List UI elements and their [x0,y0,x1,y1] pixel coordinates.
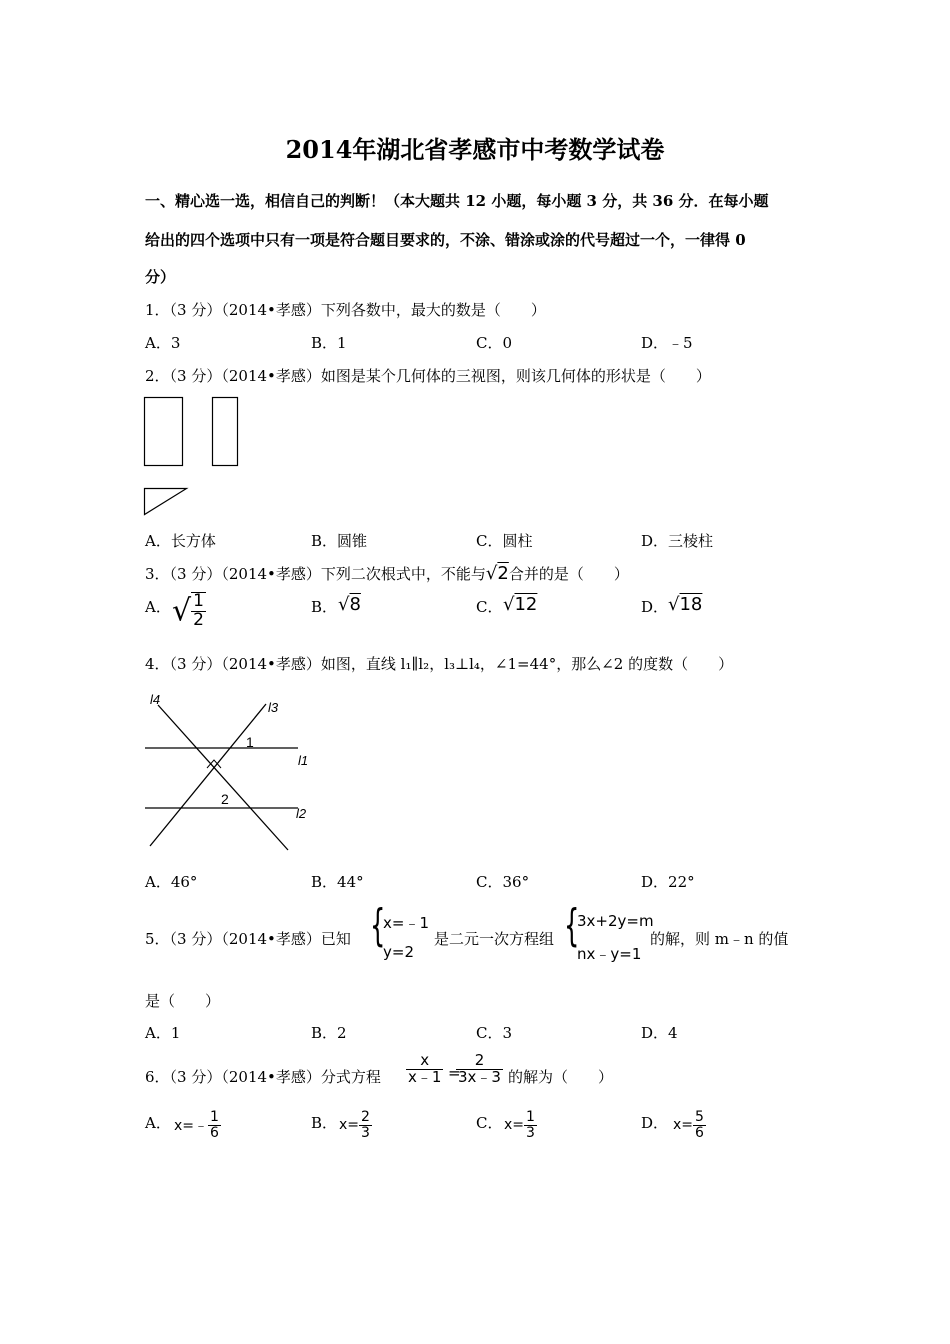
q3-option-d-label: D． [641,598,669,616]
q6-option-b-label: B． [311,1114,338,1132]
label-l1: l1 [298,753,309,768]
q3-c-radicand: 12 [514,594,538,615]
q2-option-d: D．三棱柱 [641,532,714,550]
front-view-rect [145,398,183,466]
q4-option-c: C．36° [476,873,530,891]
question-3-text: 3．（3 分）（2014•孝感）下列二次根式中，不能与√2合并的是（ ） [145,563,629,584]
q3-text-after: 合并的是（ ） [508,565,629,583]
q3-option-c-label: C． [476,598,503,616]
q3-option-b-radical: √8 [338,594,361,615]
q1-option-d: D．﹣5 [641,334,693,352]
q5-sys1-eq1: x=﹣1 [383,914,429,932]
q1-option-a: A．3 [145,334,181,352]
parallel-lines-figure [140,688,330,858]
q5-text-c: 的解，则 m﹣n 的值 [650,930,789,948]
q6-f2-den: 3x﹣3 [458,1067,501,1086]
q5-option-d: D．4 [641,1024,678,1042]
q6-a-den: 6 [210,1124,219,1141]
q5-brace-2: { [564,900,580,951]
side-view-rect [213,398,238,466]
q6-option-b [339,1110,372,1140]
q6-d-num: 5 [695,1109,704,1125]
question-2-text: 2．（3 分）（2014•孝感）如图是某个几何体的三视图，则该几何体的形状是（ ） [145,367,711,385]
q3-option-c-radical: √12 [503,594,538,615]
q4-option-b: B．44° [311,873,364,891]
q3-option-a-radical: √ $\frac{1}{2}$ [172,591,204,630]
q3-option-d-radical: √18 [668,594,703,615]
q6-d-prefix: x= [673,1117,694,1134]
q6-b-prefix: x= [339,1117,360,1134]
q5-sys2-eq1: 3x+2y=m [577,912,654,930]
q5-text-a: 5．（3 分）（2014•孝感）已知 [145,930,351,948]
three-view-figure [140,392,250,522]
q5-sys1-eq2: y=2 [383,943,414,961]
section-intro-line2: 给出的四个选项中只有一项是符合题目要求的，不涂、错涂或涂的代号超过一个，一律得 0 [145,231,746,249]
q6-d-den: 6 [695,1124,704,1141]
q6-option-a [174,1110,221,1140]
q6-f2-num: 2 [456,1053,503,1070]
q6-a-num: 1 [210,1109,219,1125]
angle-1-label: 1 [246,734,254,750]
q6-f1-num: x [406,1053,443,1070]
q3-text-before: 3．（3 分）（2014•孝感）下列二次根式中，不能与 [145,565,486,583]
label-l3: l3 [268,700,279,715]
q5-option-b: B．2 [311,1024,347,1042]
q3-a-num: 1 [193,591,204,611]
question-1-text: 1．（3 分）（2014•孝感）下列各数中，最大的数是（ ） [145,301,546,319]
q6-text-a: 6．（3 分）（2014•孝感）分式方程 [145,1068,381,1086]
top-view-triangle [145,489,187,515]
q4-option-a: A．46° [145,873,198,891]
q6-c-num: 1 [526,1109,535,1125]
q6-option-d [673,1110,706,1140]
q6-text-b: 的解为（ ） [508,1068,614,1086]
q3-option-a-label: A． [145,598,171,616]
line-l3 [150,704,266,846]
q1-option-c: C．0 [476,334,513,352]
q6-fraction-2 [456,1053,503,1086]
q3-a-den: 2 [193,609,204,630]
q3-b-radicand: 8 [349,594,361,615]
question-4-text: 4．（3 分）（2014•孝感）如图，直线 l₁∥l₂，l₃⊥l₄，∠1=44°，那么∠2 的度数（ ） [145,655,734,673]
q5-text-d: 是（ ） [145,992,221,1010]
label-l4: l4 [150,692,161,707]
q6-f1-den: x﹣1 [408,1067,442,1086]
q6-fraction-1 [406,1053,443,1086]
label-l2: l2 [296,806,307,821]
q5-sys2-eq2: nx﹣y=1 [577,945,642,963]
q6-b-num: 2 [361,1109,370,1125]
q6-a-prefix: x=﹣ [174,1118,209,1135]
q6-c-den: 3 [526,1124,535,1141]
q6-option-c-label: C． [476,1114,503,1132]
q2-option-c: C．圆柱 [476,532,533,550]
q3-d-radicand: 18 [679,594,703,615]
q4-option-d: D．22° [641,873,695,891]
page-title: 2014年湖北省孝感市中考数学试卷 [285,135,665,164]
q5-option-c: C．3 [476,1024,513,1042]
q3-option-b-label: B． [311,598,338,616]
q3-radicand: 2 [497,563,509,584]
section-intro-line3: 分） [145,268,176,286]
q5-brace-1: { [370,900,386,951]
q1-option-b: B．1 [311,334,347,352]
q6-option-c [504,1110,537,1140]
q2-option-a: A．长方体 [145,532,216,550]
q2-option-b: B．圆锥 [311,532,368,550]
q5-text-b: 是二元一次方程组 [434,930,555,948]
section-intro-line1: 一、精心选一选，相信自己的判断！（本大题共 12 小题，每小题 3 分，共 36 分．在每小题 [145,192,769,210]
q6-c-prefix: x= [504,1117,525,1134]
q6-equals: = [448,1064,461,1082]
q6-option-d-label: D． [641,1114,669,1132]
q6-b-den: 3 [361,1124,370,1141]
angle-2-label: 2 [221,791,229,807]
q6-option-a-label: A． [145,1114,171,1132]
q5-option-a: A．1 [145,1024,181,1042]
line-l4 [158,705,288,850]
